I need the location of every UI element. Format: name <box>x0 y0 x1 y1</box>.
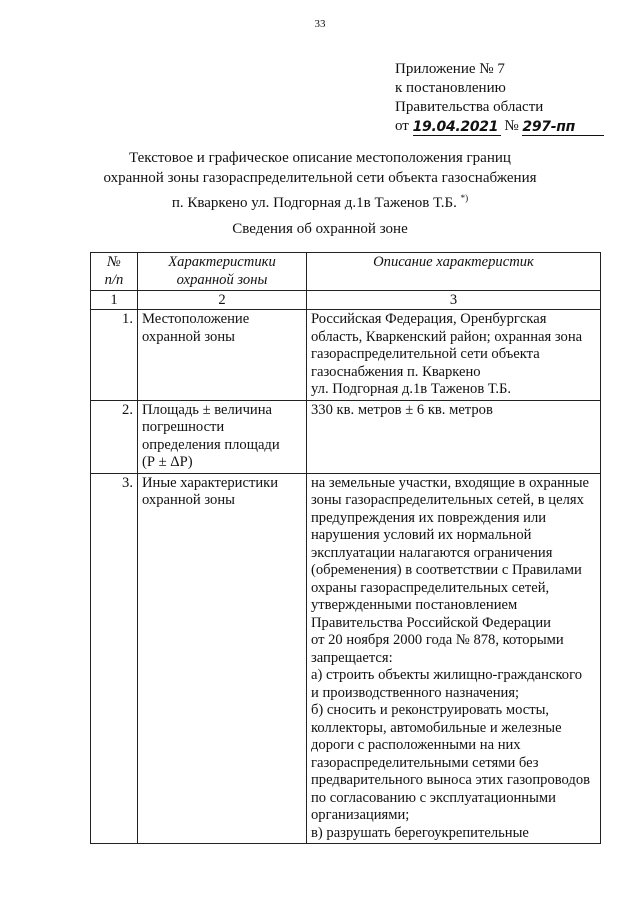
char-line: определения площади <box>142 436 280 453</box>
index-row <box>91 291 601 310</box>
desc-line: 330 кв. метров ± 6 кв. метров <box>311 401 493 418</box>
desc-line: и производственного назначения; <box>311 684 520 701</box>
row-number: 2. <box>91 400 138 473</box>
date-prefix: от <box>395 118 409 134</box>
desc-line: эксплуатации налагаются ограничения <box>311 544 553 561</box>
row-description <box>307 310 601 401</box>
header-characteristic <box>138 253 307 291</box>
desc-line: Российская Федерация, Оренбургская <box>311 311 547 327</box>
index-cell: 2 <box>138 291 307 310</box>
date-field <box>413 118 501 136</box>
title-line: Текстовое и графическое описание местоположения границ <box>129 150 511 166</box>
title-line <box>0 188 640 213</box>
row-number: 3. <box>91 473 138 844</box>
char-line: Иные характеристики <box>142 474 279 491</box>
index-cell: 1 <box>91 291 138 310</box>
desc-line: предупреждения их повреждения или <box>311 509 547 526</box>
footnote-mark: *) <box>460 193 469 203</box>
header-description: Описание характеристик <box>307 253 601 291</box>
header-num <box>91 253 138 291</box>
desc-line: коллекторы, автомобильные и железные <box>311 719 562 736</box>
desc-line: зоны газораспределительных сетей, в целях <box>311 492 584 508</box>
desc-line: запрещается: <box>311 649 393 666</box>
table-row <box>91 310 601 401</box>
desc-line: дороги с расположенными на них <box>311 737 521 753</box>
row-description <box>307 400 601 473</box>
number-handwritten: 297-пп <box>522 119 576 135</box>
char-line: охранной зоны <box>142 492 235 508</box>
char-line: погрешности <box>142 419 225 435</box>
index-cell: 3 <box>307 291 601 310</box>
desc-line: организациями; <box>311 807 410 823</box>
number-field <box>522 118 604 136</box>
page-number: 33 <box>314 18 326 30</box>
section-subtitle: Сведения об охранной зоне <box>232 221 408 237</box>
appendix-line: Приложение № 7 <box>395 61 505 77</box>
header-char-line: Характеристики <box>168 254 276 270</box>
row-characteristic <box>138 473 307 844</box>
char-line: Площадь ± величина <box>142 401 273 418</box>
appendix-block <box>395 60 604 136</box>
date-handwritten: 19.04.2021 <box>412 119 499 135</box>
char-line: охранной зоны <box>142 328 235 345</box>
desc-line: область, Кваркенский район; охранная зона <box>311 328 583 345</box>
desc-line: а) строить объекты жилищно-гражданского <box>311 667 583 683</box>
desc-line: ул. Подгорная д.1в Таженов Т.Б. <box>311 381 512 397</box>
header-char-line: охранной зоны <box>176 271 268 288</box>
desc-line: утвержденными постановлением <box>311 597 518 613</box>
desc-line: предварительного выноса этих газопроводов <box>311 772 591 788</box>
desc-line: в) разрушать берегоукрепительные <box>311 824 529 841</box>
desc-line: по согласованию с эксплуатационными <box>311 789 556 806</box>
protection-zone-table <box>90 252 601 844</box>
title-line-text: п. Кваркено ул. Подгорная д.1в Таженов Т.Б. <box>171 195 457 211</box>
desc-line: газоснабжения п. Кваркено <box>311 363 481 380</box>
desc-line: газораспределительной сети объекта <box>311 346 540 362</box>
header-row <box>91 253 601 291</box>
char-line: Местоположение <box>142 311 250 327</box>
desc-line: охраны газораспределительных сетей, <box>311 579 550 596</box>
table-row <box>91 473 601 844</box>
appendix-line: Правительства области <box>395 99 544 115</box>
document-title <box>0 148 640 213</box>
char-line: (Р ± ΔР) <box>142 454 193 470</box>
title-line: охранной зоны газораспределительной сети объекта газоснабжения <box>103 170 537 186</box>
desc-line: нарушения условий их нормальной <box>311 527 532 543</box>
desc-line: газораспределительными сетями без <box>311 754 539 771</box>
desc-line: на земельные участки, входящие в охранные <box>311 474 590 491</box>
desc-line: (обременения) в соответствии с Правилами <box>311 562 582 578</box>
appendix-date-line <box>395 117 604 136</box>
desc-line: Правительства Российской Федерации <box>311 614 551 631</box>
appendix-line: к постановлению <box>395 80 506 96</box>
desc-line: от 20 ноября 2000 года № 878, которыми <box>311 632 564 648</box>
row-characteristic <box>138 310 307 401</box>
row-characteristic <box>138 400 307 473</box>
row-number: 1. <box>91 310 138 401</box>
row-description <box>307 473 601 844</box>
header-num-line: № <box>107 254 121 270</box>
table-row <box>91 400 601 473</box>
number-prefix: № <box>504 118 519 134</box>
desc-line: б) сносить и реконструировать мосты, <box>311 702 550 718</box>
header-num-line: п/п <box>104 271 124 288</box>
